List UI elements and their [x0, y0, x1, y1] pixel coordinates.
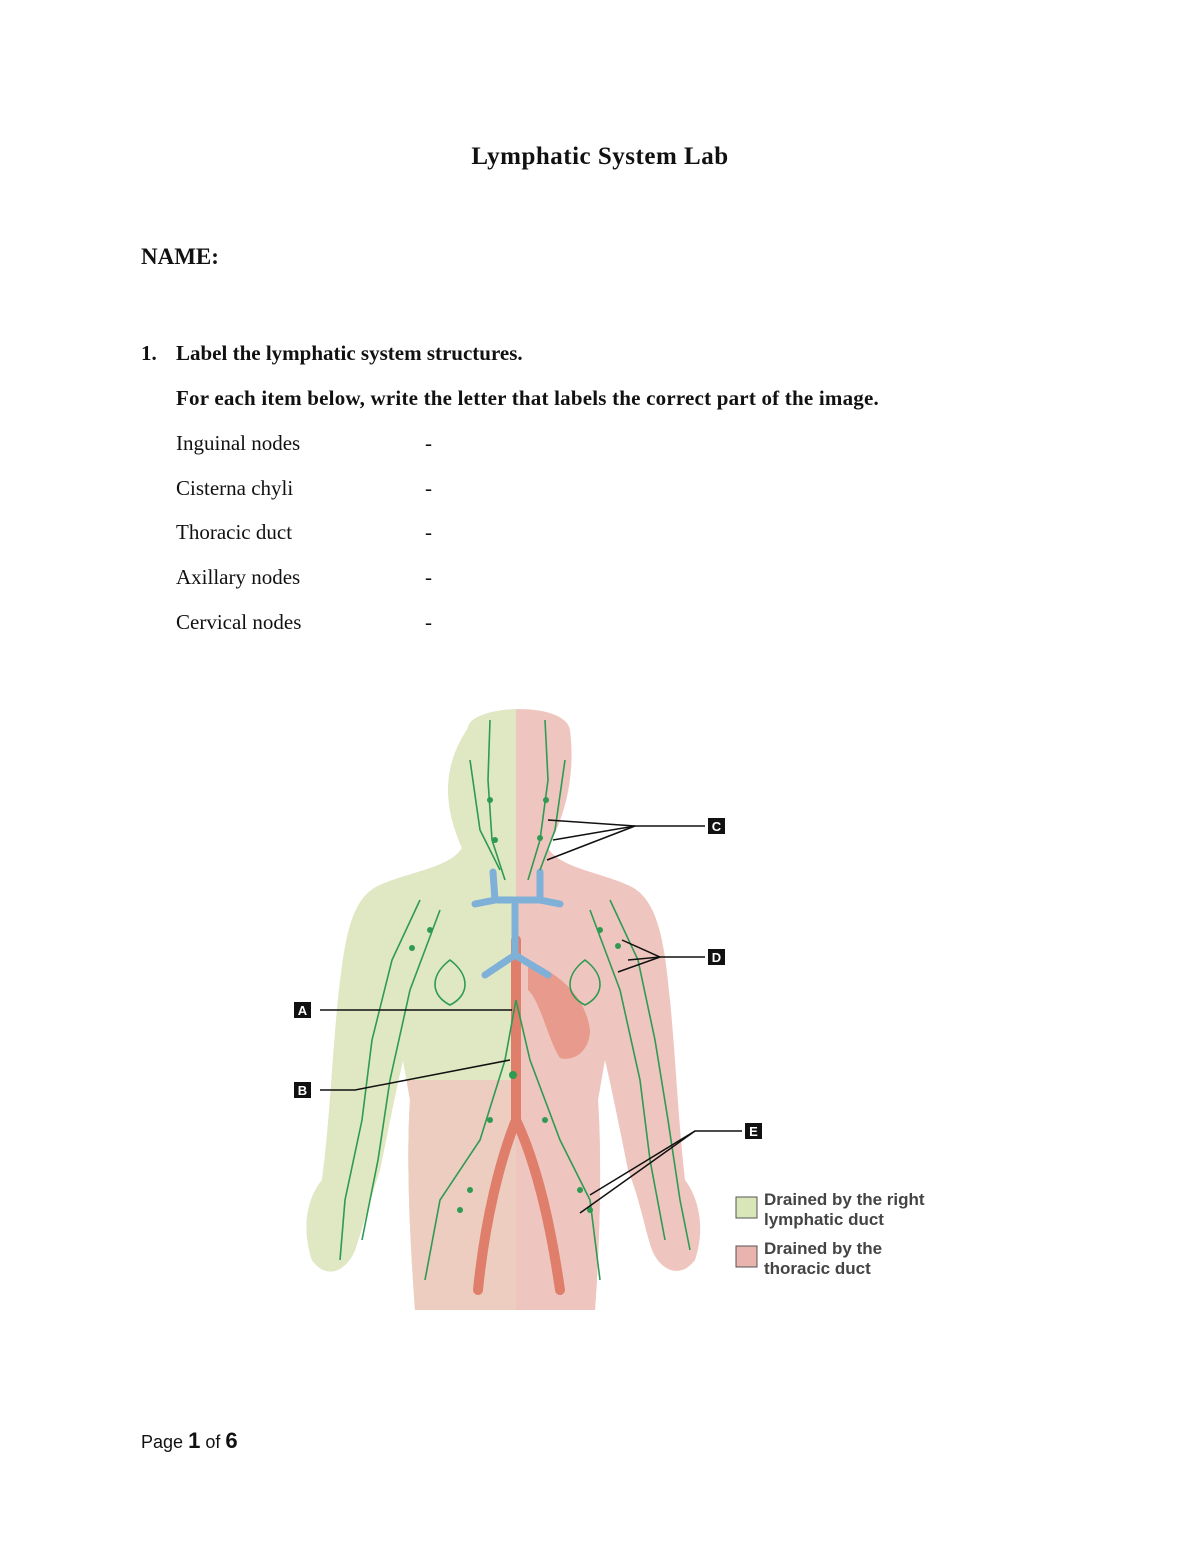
legend-swatch-thoracic: [736, 1246, 757, 1267]
item-label: Thoracic duct: [176, 520, 293, 545]
lymphatic-figure: [280, 700, 980, 1320]
answer-blank[interactable]: -: [425, 565, 432, 590]
question-number: 1.: [141, 341, 157, 365]
legend-right-line2: lymphatic duct: [764, 1210, 884, 1229]
legend-thoracic-line2: thoracic duct: [764, 1259, 871, 1278]
letter-e: E: [749, 1124, 758, 1139]
question-instruction: For each item below, write the letter that labels the correct part of the image.: [176, 386, 879, 410]
footer-of-word: of: [205, 1432, 221, 1452]
legend-swatch-right: [736, 1197, 757, 1218]
footer-page-word: Page: [141, 1432, 184, 1452]
answer-blank[interactable]: -: [425, 431, 432, 455]
footer-page-total: 6: [225, 1428, 238, 1453]
answer-blank[interactable]: -: [425, 520, 432, 545]
page-title: Lymphatic System Lab: [471, 143, 729, 170]
item-label: Inguinal nodes: [176, 431, 301, 455]
answer-blank[interactable]: -: [425, 609, 432, 634]
item-label: Axillary nodes: [176, 565, 301, 590]
letter-b: B: [297, 1083, 308, 1098]
item-label: Cisterna chyli: [176, 475, 294, 500]
legend-right-line1: Drained by the right: [764, 1190, 925, 1209]
letter-c: C: [711, 819, 722, 834]
letter-a: A: [297, 1003, 308, 1018]
footer-page-number: 1: [188, 1428, 201, 1453]
answer-blank[interactable]: -: [425, 475, 432, 500]
page-footer: [141, 1428, 238, 1454]
item-label: Cervical nodes: [176, 609, 302, 634]
name-label: NAME:: [141, 244, 219, 269]
legend-thoracic-line1: Drained by the: [764, 1239, 883, 1258]
figure-legend: [736, 1190, 925, 1278]
letter-d: D: [711, 950, 722, 965]
question-text: Label the lymphatic system structures.: [176, 341, 523, 365]
